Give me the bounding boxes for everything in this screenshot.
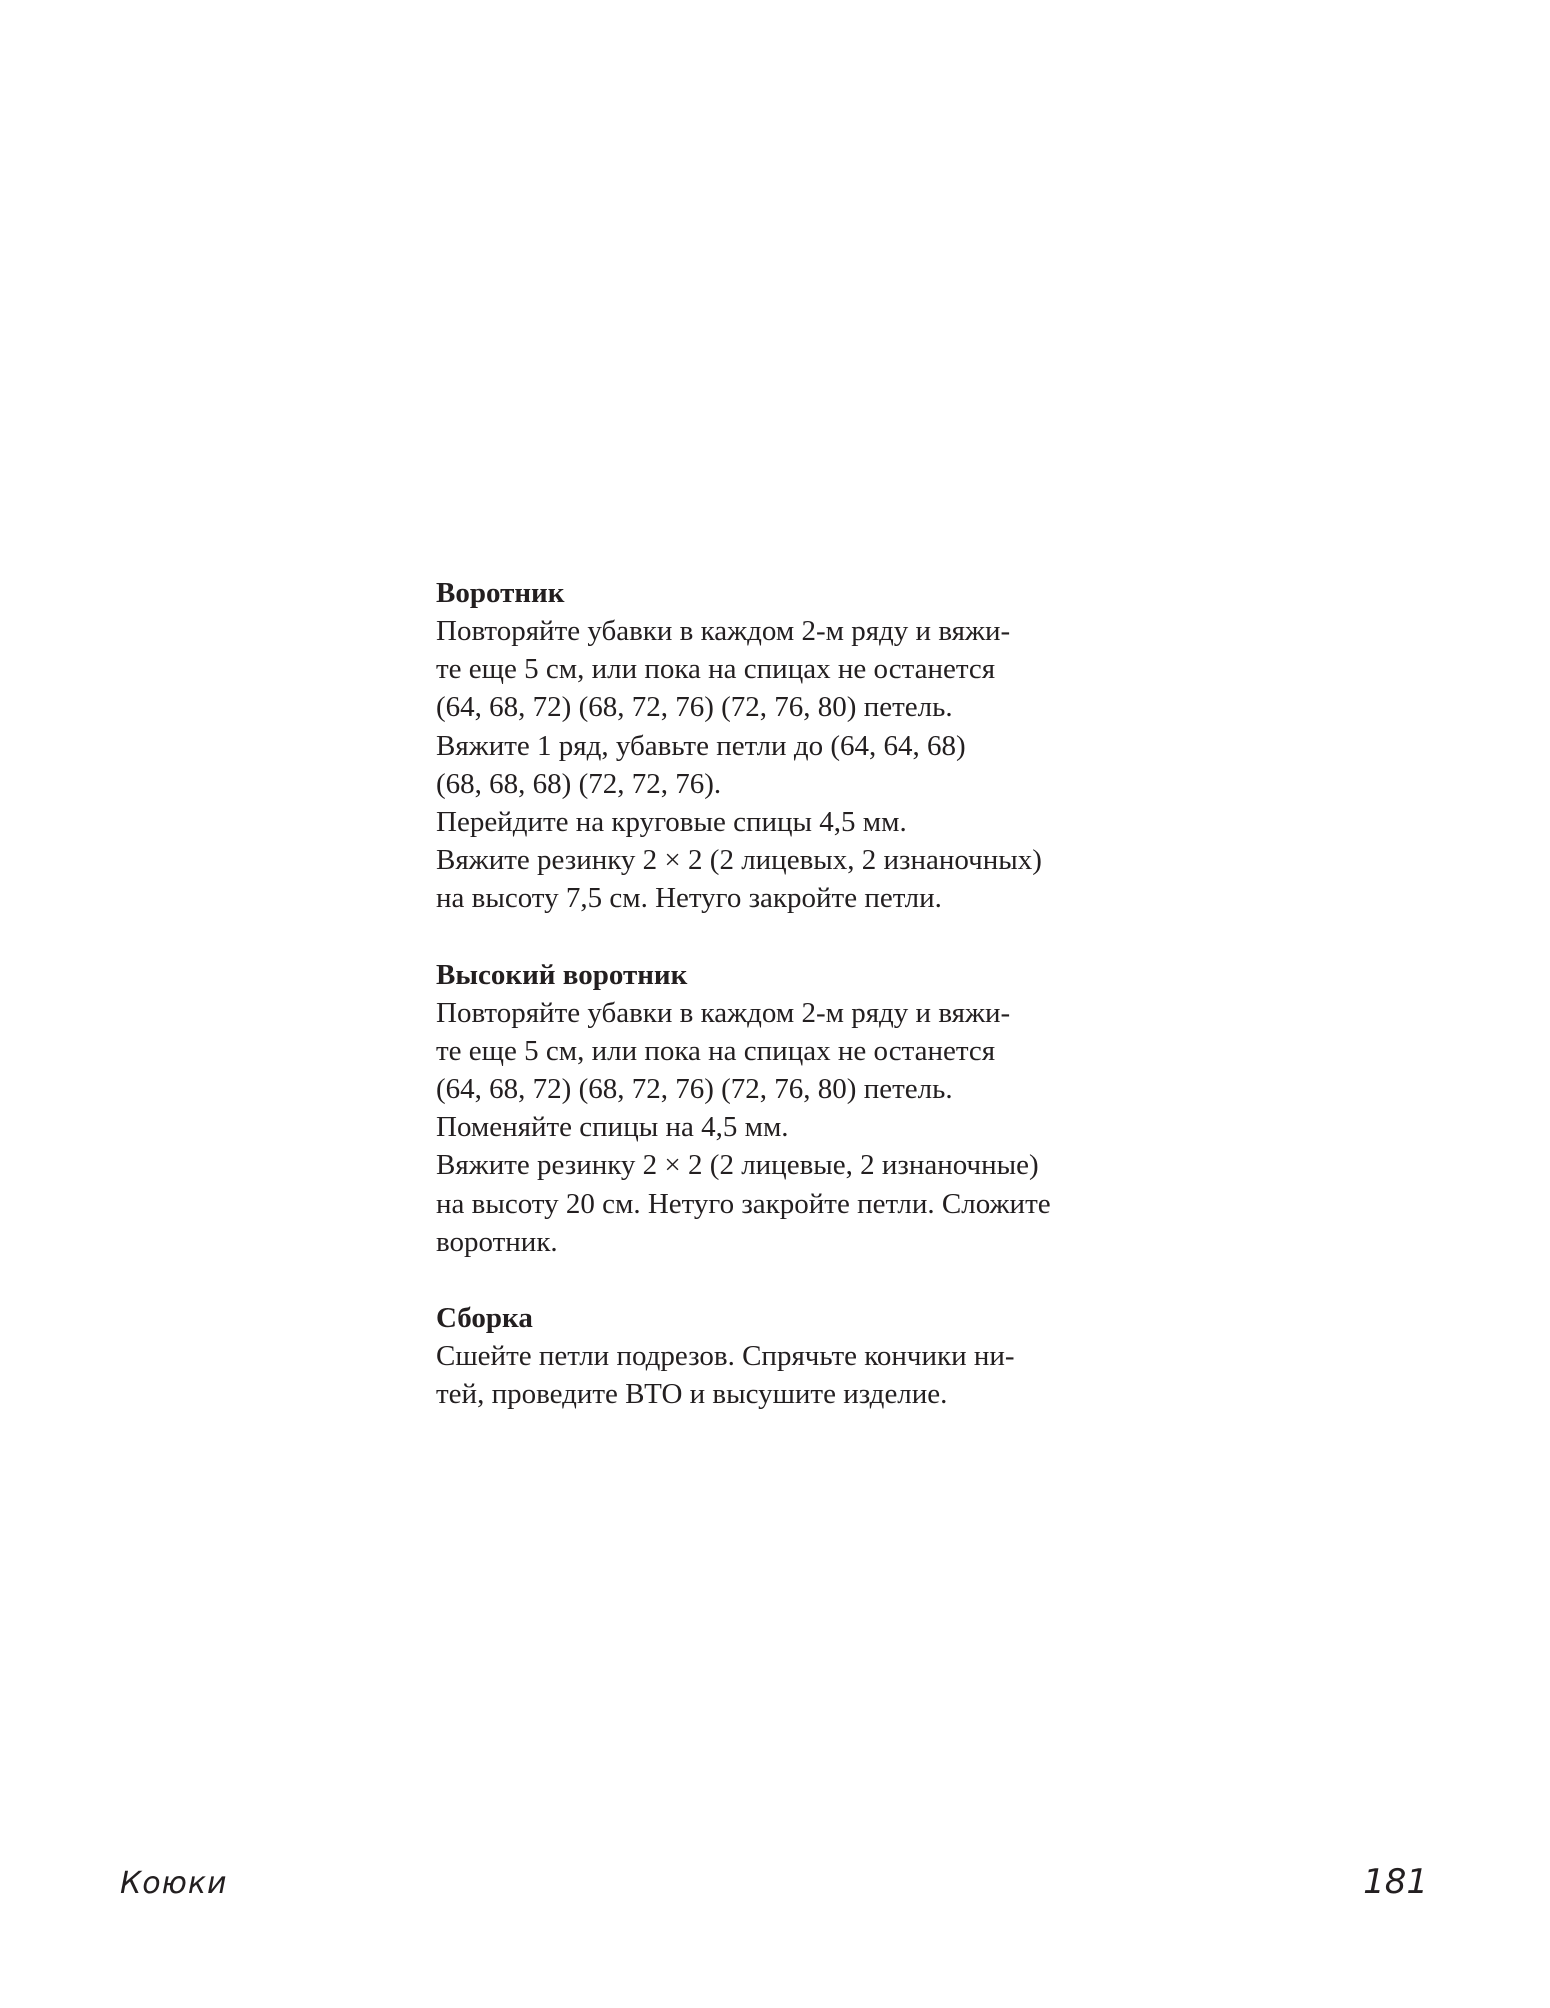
text-line: тей, проведите ВТО и высушите изделие. — [436, 1378, 948, 1411]
text-line: Поменяйте спицы на 4,5 мм. — [436, 1111, 789, 1144]
text-line: Повторяйте убавки в каждом 2-м ряду и вяжи- — [436, 996, 1011, 1029]
text-line: (64, 68, 72) (68, 72, 76) (72, 76, 80) петель. — [436, 691, 953, 724]
text-line: Вяжите резинку 2 × 2 (2 лицевые, 2 изнаночные) — [436, 1149, 1039, 1182]
section-heading: Высокий воротник — [436, 958, 688, 991]
section-heading: Воротник — [436, 577, 565, 609]
section-high-collar — [436, 956, 1116, 1261]
section-heading: Сборка — [436, 1302, 533, 1335]
page-number: 181 — [1363, 1862, 1428, 1902]
section-assembly — [436, 1299, 1116, 1413]
text-line: Вяжите резинку 2 × 2 (2 лицевых, 2 изнаночных) — [436, 844, 1042, 877]
text-line: те еще 5 см, или пока на спицах не останется — [436, 1034, 996, 1067]
text-line: на высоту 20 см. Нетуго закройте петли. Сложите — [436, 1187, 1051, 1220]
text-line: Вяжите 1 ряд, убавьте петли до (64, 64, 68) — [436, 729, 966, 762]
text-line: те еще 5 см, или пока на спицах не останется — [436, 653, 996, 686]
text-line: на высоту 7,5 см. Нетуго закройте петли. — [436, 882, 942, 915]
text-line: Повторяйте убавки в каждом 2-м ряду и вяжи- — [436, 615, 1011, 647]
section-collar — [436, 574, 1116, 918]
page-content — [436, 574, 1116, 1451]
text-line: Перейдите на круговые спицы 4,5 мм. — [436, 806, 907, 839]
text-line: Сшейте петли подрезов. Спрячьте кончики ни- — [436, 1340, 1015, 1373]
text-line: (64, 68, 72) (68, 72, 76) (72, 76, 80) петель. — [436, 1073, 953, 1106]
text-line: воротник. — [436, 1225, 558, 1258]
text-line: (68, 68, 68) (72, 72, 76). — [436, 767, 722, 800]
footer-chapter-title: Коюки — [120, 1866, 228, 1901]
